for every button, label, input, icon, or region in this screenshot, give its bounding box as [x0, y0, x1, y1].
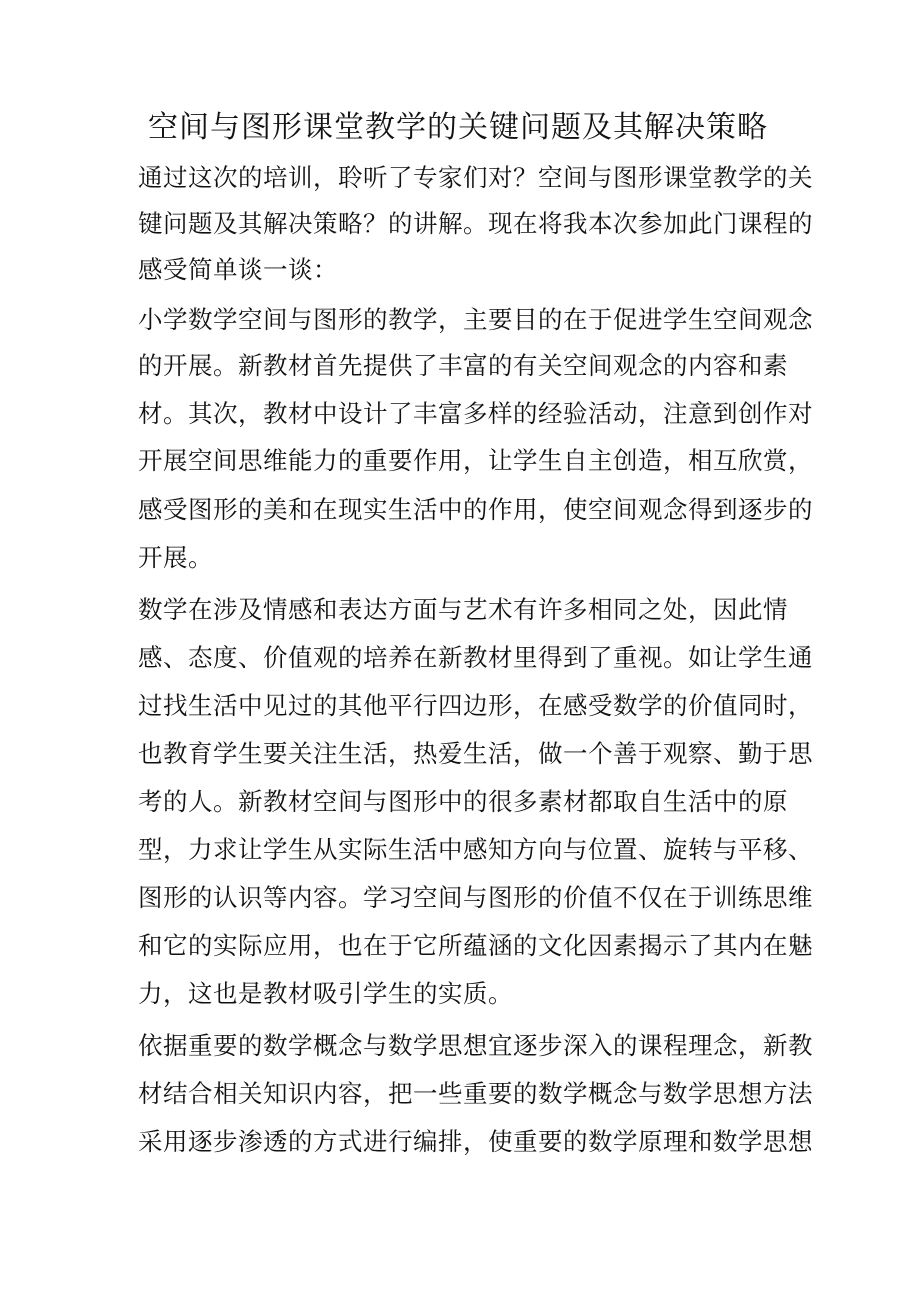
document-title: 空间与图形课堂教学的关键问题及其解决策略 [148, 110, 768, 145]
text-line: 小学数学空间与图形的教学，主要目的在于促进学生空间观念 [138, 305, 813, 334]
text-line: 型，力求让学生从实际生活中感知方向与位置、旋转与平移、 [138, 835, 813, 864]
text-line: 的开展。新教材首先提供了丰富的有关空间观念的内容和素 [138, 351, 788, 380]
text-line: 力，这也是教材吸引学生的实质。 [138, 979, 513, 1008]
text-line: 依据重要的数学概念与数学思想宜逐步深入的课程理念，新教 [138, 1031, 813, 1060]
text-line: 材结合相关知识内容，把一些重要的数学概念与数学思想方法 [138, 1079, 813, 1108]
text-line: 数学在涉及情感和表达方面与艺术有许多相同之处，因此情 [138, 595, 788, 624]
text-line: 过找生活中见过的其他平行四边形，在感受数学的价值同时， [138, 691, 813, 720]
text-line: 感、态度、价值观的培养在新教材里得到了重视。如让学生通 [138, 643, 813, 672]
text-line: 感受图形的美和在现实生活中的作用，使空间观念得到逐步的 [138, 495, 813, 524]
text-line: 材。其次，教材中设计了丰富多样的经验活动，注意到创作对 [138, 399, 813, 428]
text-line: 采用逐步渗透的方式进行编排，使重要的数学原理和数学思想 [138, 1127, 813, 1156]
text-line: 开展。 [138, 543, 213, 572]
text-line: 考的人。新教材空间与图形中的很多素材都取自生活中的原 [138, 787, 788, 816]
text-line: 感受简单谈一谈： [138, 255, 338, 284]
text-line: 和它的实际应用，也在于它所蕴涵的文化因素揭示了其内在魅 [138, 931, 813, 960]
text-line: 通过这次的培训，聆听了专家们对？空间与图形课堂教学的关 [138, 163, 813, 192]
text-line: 图形的认识等内容。学习空间与图形的价值不仅在于训练思维 [138, 883, 813, 912]
text-line: 也教育学生要关注生活，热爱生活，做一个善于观察、勤于思 [138, 739, 813, 768]
text-line: 开展空间思维能力的重要作用，让学生自主创造，相互欣赏， [138, 446, 813, 475]
text-line: 键问题及其解决策略？的讲解。现在将我本次参加此门课程的 [138, 209, 813, 238]
